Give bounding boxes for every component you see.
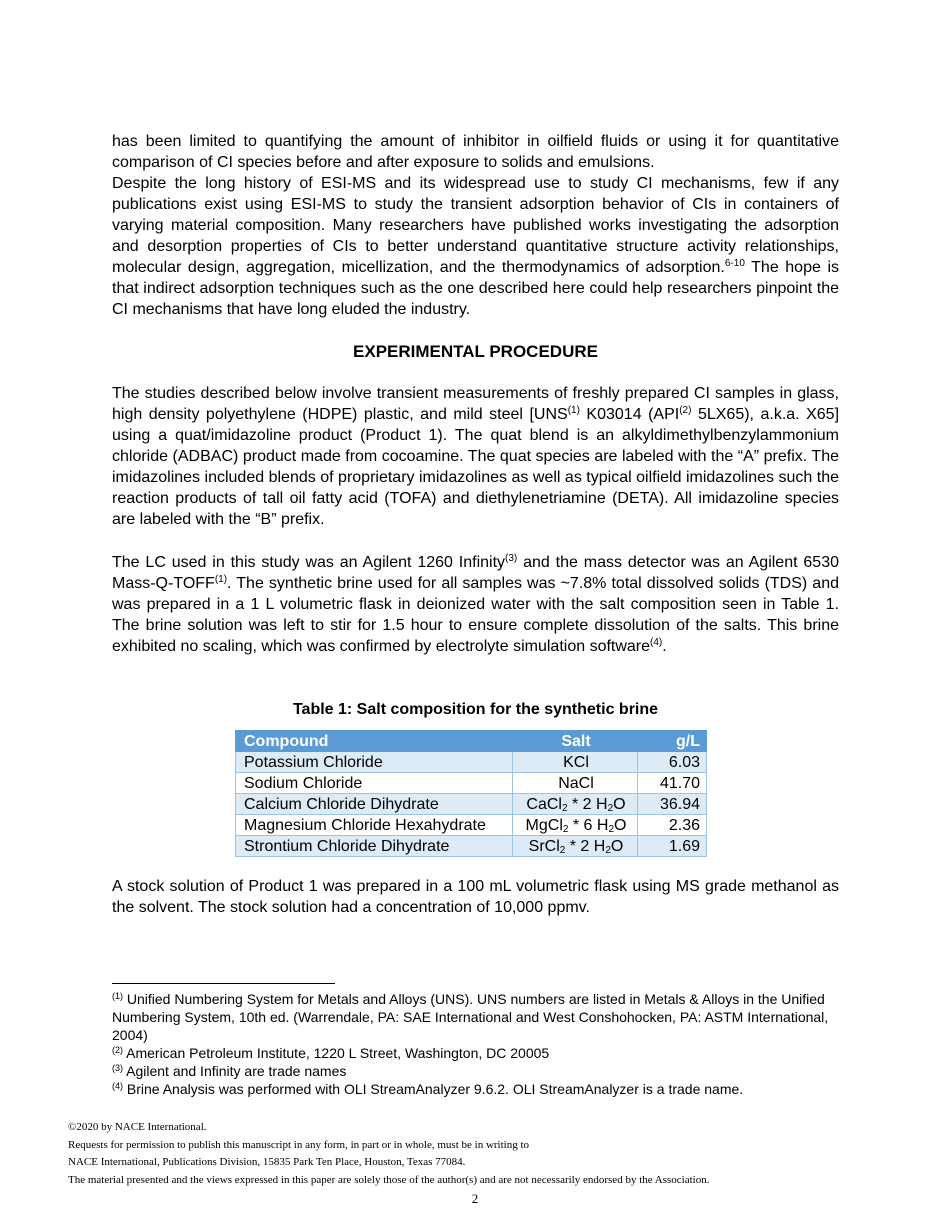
cell-compound: Sodium Chloride (236, 773, 513, 794)
col-header-compound: Compound (236, 731, 513, 752)
table-row (236, 836, 707, 857)
cell-compound: Strontium Chloride Dihydrate (236, 836, 513, 857)
cell-value: 1.69 (638, 836, 707, 857)
cell-salt: MgCl$_2$ * 6 $H_2O$ (513, 815, 638, 836)
table-row (236, 752, 707, 773)
copyright-line: ©2020 by NACE International. (68, 1121, 207, 1133)
paragraph-5: A stock solution of Product 1 was prepared in a 100 mL volumetric flask using MS grade methanol as the solvent. The stock solution had a concentration of 10,000 ppmv. (112, 878, 839, 916)
paragraph-4: The LC used in this study was an Agilent 1260 Infinity$^{(3)}$ and the mass detector was an Agilent 6530 Mass-Q-TOFF$^{(1)}$. The synthetic brine used for all samples was ~7.8% total dissolved solids (TDS) and was prepared in a 1 L volumetric flask in deionized water with the salt composition seen in Table 1. The brine solution was left to stir for 1.5 hour to ensure complete dissolution of the salts. This brine exhibited no scaling, which was confirmed by electrolyte simulation software$^{(4)}$. (112, 553, 839, 655)
cell-salt: CaCl$_2$ * 2 $H_2O$ (513, 794, 638, 815)
paragraph-3: The studies described below involve transient measurements of freshly prepared CI samples in glass, high density polyethylene (HDPE) plastic, and mild steel [UNS$^{(1)}$ K03014 (API$^{(2)}$ 5LX65), a.k.a. X65] using a quat/imidazoline product (Product 1). The quat blend is an alkyldimethylbenzylammonium chloride (ADBAC) product made from cocoamine. The quat species are labeled with the “A” prefix. The imidazolines included blends of proprietary imidazolines as well as typical oilfield imidazolines such the reaction products of tall oil fatty acid (TOFA) and diethylenetriamine (DETA). All imidazoline species are labeled with the “B” prefix. (112, 385, 840, 528)
procedure-text-block (112, 383, 839, 530)
table-row (236, 815, 707, 836)
footnotes (112, 990, 839, 1098)
cell-salt: SrCl$_2$ * 2 $H_2O$ (513, 836, 638, 857)
paragraph-1: has been limited to quantifying the amount of inhibitor in oilfield fluids or using it for quantitative comparison of CI species before and after exposure to solids and emulsions. (112, 133, 839, 171)
intro-text-block (112, 131, 839, 320)
col-header-gl: g/L (638, 731, 707, 752)
stock-solution-text-block (112, 876, 839, 918)
lc-text-block (112, 552, 839, 657)
footnote-ref: (2) (679, 405, 692, 416)
table-row (236, 773, 707, 794)
footnote-ref: (1) (567, 405, 580, 416)
copyright-line: Requests for permission to publish this manuscript in any form, in part or in whole, must be in writing to (68, 1138, 530, 1151)
citation-ref: 6-10 (724, 258, 745, 269)
footnote-2: $^{(2)}$ American Petroleum Institute, 1220 L Street, Washington, DC 20005 (112, 1045, 550, 1061)
cell-value: 36.94 (638, 794, 707, 815)
footnote-ref: (1) (214, 574, 228, 585)
cell-compound: Calcium Chloride Dihydrate (236, 794, 513, 815)
table-header-row (236, 731, 707, 752)
cell-value: 2.36 (638, 815, 707, 836)
footnote-4: $^{(4)}$ Brine Analysis was performed with OLI StreamAnalyzer 9.6.2. OLI StreamAnalyzer is a trade name. (112, 1081, 744, 1097)
copyright-notice (68, 1119, 709, 1189)
footnote-ref: (3) (505, 553, 518, 564)
cell-salt: KCl (513, 752, 638, 773)
cell-compound: Magnesium Chloride Hexahydrate (236, 815, 513, 836)
table-row (236, 794, 707, 815)
page-number: 2 (471, 1191, 479, 1206)
paragraph-2: Despite the long history of ESI-MS and its widespread use to study CI mechanisms, few if any publications exist using ESI-MS to study the transient adsorption behavior of CIs in containers of varying material composition. Many researchers have published works investigating the adsorption and desorption properties of CIs to better understand quantitative structure activity relationships, molecular design, aggregation, micellization, and the thermodynamics of adsorption.$^{6-10}$ The hope is that indirect adsorption techniques such as the one described here could help researchers pinpoint the CI mechanisms that have long eluded the industry. (112, 175, 840, 318)
salt-composition-table (235, 730, 707, 857)
cell-value: 6.03 (638, 752, 707, 773)
cell-compound: Potassium Chloride (236, 752, 513, 773)
cell-value: 41.70 (638, 773, 707, 794)
copyright-line: The material presented and the views expressed in this paper are solely those of the author(s) and are not necessarily endorsed by the Association. (68, 1173, 710, 1186)
cell-salt: NaCl (513, 773, 638, 794)
footnote-divider (112, 983, 335, 984)
col-header-salt: Salt (513, 731, 638, 752)
footnote-3: $^{(3)}$ Agilent and Infinity are trade names (112, 1063, 347, 1079)
footnote-ref: (4) (650, 637, 663, 648)
section-heading: EXPERIMENTAL PROCEDURE (353, 342, 598, 361)
copyright-line: NACE International, Publications Division, 15835 Park Ten Place, Houston, Texas 77084. (68, 1156, 466, 1168)
footnote-1: $^{(1)}$ Unified Numbering System for Metals and Alloys (UNS). UNS numbers are listed in Metals & Alloys in the Unified Numbering System, 10th ed. (Warrendale, PA: SAE International and West Conshohocken, PA: ASTM International, 2004) (112, 991, 829, 1043)
table-caption: Table 1: Salt composition for the synthetic brine (292, 701, 659, 718)
